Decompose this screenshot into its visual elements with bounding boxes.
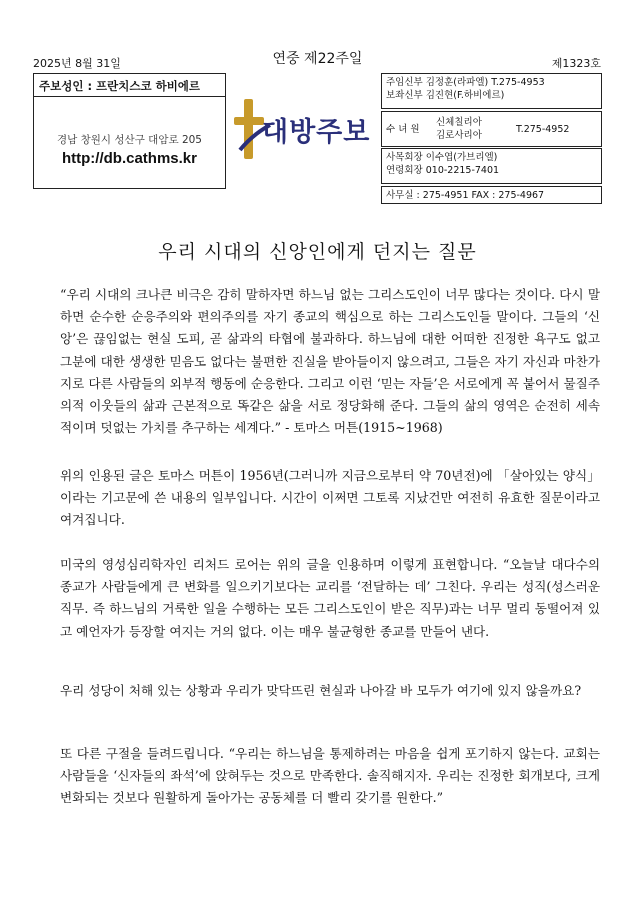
article-paragraph-2: 위의 인용된 글은 토마스 머튼이 1956년(그러니까 지금으로부터 약 70년전)에 「살아있는 양식」이라는 기고문에 쓴 내용의 일부입니다. 시간이 이쩌면 그토록 지났건만 여전히 유효한 질문이라고 여겨집니다. <box>60 468 600 528</box>
patron-saint: 주보성인 : 프란치스코 하비에르 <box>33 73 226 97</box>
council-head: 사목회장 이수엽(가브리엘) <box>386 152 498 163</box>
funeral-head: 연령회장 010-2215-7401 <box>386 165 500 176</box>
issue-number: 제1323호 <box>551 57 601 70</box>
assistant-line: 보좌신부 김진현(F.하비에르) <box>386 90 505 101</box>
article-paragraph-3: 미국의 영성심리학자인 리처드 로어는 위의 글을 인용하며 이렇게 표현합니다. “오늘날 대다수의 종교가 사람들에게 큰 변화를 일으키기보다는 교리를 ‘전달하는 데’ 그친다. 우리는 성직(성스러운 직무. 즉 하느님의 거룩한 일을 수행하는 모든 그리스도인이 받은 직무)과는 너무 멀리 동떨어져 있고 예언자가 등장할 여지는 거의 없다. 이는 매우 불균형한 종교를 만들어 낸다. <box>60 557 600 639</box>
article-paragraph-5: 또 다른 구절을 들려드립니다. “우리는 하느님을 통제하려는 마음을 쉽게 포기하지 않는다. 교회는 사람들을 ‘신자들의 좌석’에 앉혀두는 것으로 만족한다. 솔직해지자. 우리는 진정한 회개보다, 크게 변화되는 것보다 원활하게 돌아가는 공동체를 더 빨리 갖기를 원한다.” <box>60 746 600 806</box>
convent-box <box>381 111 602 147</box>
office-box <box>381 186 602 204</box>
liturgical-week: 연중 제22주일 <box>272 51 363 67</box>
pastor-line: 주임신부 김정훈(라파엘) T.275-4953 <box>386 77 545 88</box>
sister-name-1: 신체칠리아 <box>436 117 482 128</box>
bulletin-title: 대방주보 <box>262 117 371 148</box>
parish-address: 경남 창원시 성산구 대암로 205 <box>57 134 202 146</box>
parish-url[interactable]: http://db.cathms.kr <box>61 150 197 167</box>
sister-name-2: 김로사리아 <box>436 130 482 141</box>
council-box <box>381 148 602 184</box>
article-title: 우리 시대의 신앙인에게 던지는 질문 <box>158 241 477 263</box>
article-paragraph-1: “우리 시대의 크나큰 비극은 감히 말하자면 하느님 없는 그리스도인이 너무 많다는 것이다. 다시 말하면 순수한 순응주의와 편의주의를 자기 종교의 핵심으로 하는 그리스도인들 말이다. 그들의 ‘신앙’은 끊임없는 현실 도피, 곧 삶과의 타협에 불과하다. 하느님에 대한 어떠한 진정한 욕구도 없고 그분에 대한 생생한 믿음도 없다는 불편한 진실을 받아들이지 않으려고, 그들은 자기 자신과 마찬가지로 다른 사람들의 외부적 행동에 순응한다. 그리고 이런 ‘믿는 자들’은 서로에게 꼭 붙어서 물질주의적 이웃들의 삶과 근본적으로 똑같은 삶을 서로 정당화해 준다. 그들의 삶의 영역은 순전히 세속적이며 덧없는 가치를 추구하는 세계다.” - 토마스 머튼(1915~1968) <box>60 287 600 436</box>
bulletin-date: 2025년 8월 31일 <box>33 57 121 70</box>
convent-tel: T.275-4952 <box>516 123 570 135</box>
sister-names <box>436 116 516 142</box>
article-paragraph-4: 우리 성당이 처해 있는 상황과 우리가 맞닥뜨린 현실과 나아갈 바 모두가 여기에 있지 않을까요? <box>60 683 582 698</box>
office-tel: 사무실 : 275-4951 FAX : 275-4967 <box>386 190 545 201</box>
convent-label: 수 녀 원 <box>386 123 420 135</box>
priests-box <box>381 73 602 109</box>
